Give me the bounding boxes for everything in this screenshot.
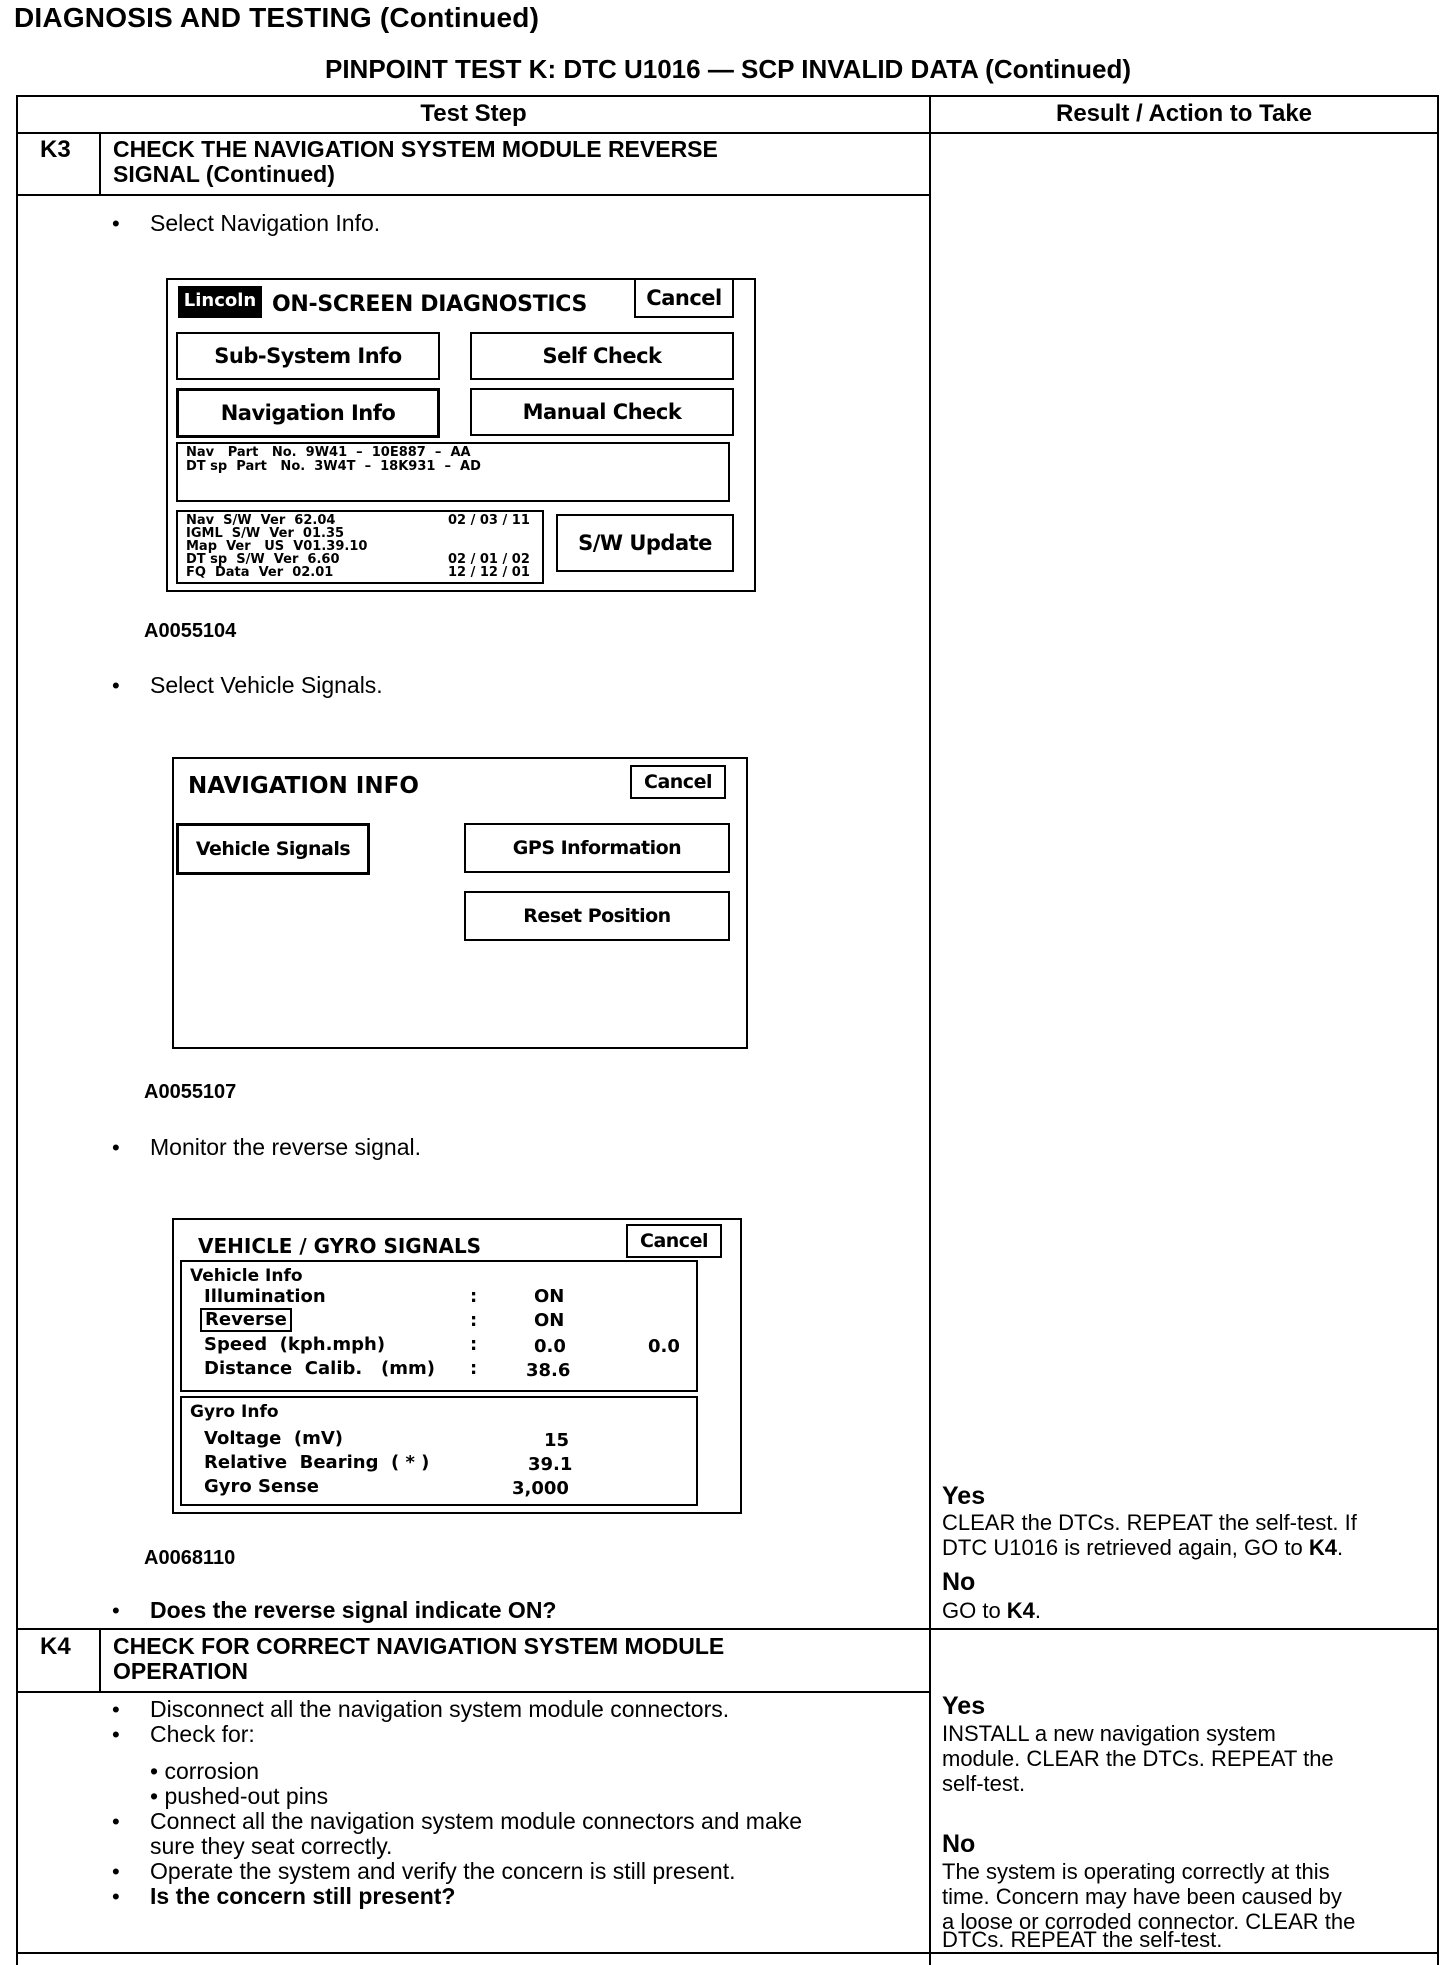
k3-yes-label: Yes xyxy=(942,1482,986,1510)
period: . xyxy=(1034,1598,1042,1623)
gyro-sense-value: 3,000 xyxy=(512,1478,569,1499)
sw-update-button[interactable]: S/W Update xyxy=(556,514,734,572)
k4-step-connect-line1: Connect all the navigation system module connectors and make xyxy=(150,1808,803,1834)
k3-no-label: No xyxy=(942,1568,976,1596)
step-id-k4: K4 xyxy=(40,1633,71,1660)
bullet: • xyxy=(112,1884,120,1909)
period: . xyxy=(1336,1535,1344,1560)
reset-position-button[interactable]: Reset Position xyxy=(464,891,730,941)
reverse-label: Reverse xyxy=(200,1308,292,1332)
navigation-info-button[interactable]: Navigation Info xyxy=(176,388,440,438)
step-id-k3: K3 xyxy=(40,136,71,163)
illumination-value: ON xyxy=(534,1286,565,1307)
lincoln-logo: Lincoln xyxy=(178,286,262,318)
k4-step-connect-line2: sure they seat correctly. xyxy=(150,1833,393,1859)
bullet: • xyxy=(112,673,120,698)
k4-check-corrosion: • corrosion xyxy=(150,1758,260,1784)
figure-navigation-info xyxy=(172,757,748,1049)
nav-sw-date: 02 / 03 / 11 xyxy=(448,513,530,528)
dtsp-sw-date: 02 / 01 / 02 xyxy=(448,552,530,567)
figure-id-2: A0055107 xyxy=(144,1081,237,1103)
k3-no-text: GO to xyxy=(942,1598,1007,1623)
vehicle-signals-button[interactable]: Vehicle Signals xyxy=(176,823,370,875)
bullet: • xyxy=(112,1697,120,1722)
bullet: • xyxy=(112,211,120,236)
reverse-value: ON xyxy=(534,1310,565,1331)
fq-data-version: FQ Data Ver 02.01 xyxy=(186,565,334,580)
relative-bearing-label: Relative Bearing ( * ) xyxy=(204,1452,430,1473)
manual-check-button[interactable]: Manual Check xyxy=(470,388,734,436)
question-reverse-signal: Does the reverse signal indicate ON? xyxy=(150,1597,557,1623)
k4-check-pushed-out-pins: • pushed-out pins xyxy=(150,1783,329,1809)
k3-yes-ref-k4[interactable]: K4 xyxy=(1308,1535,1337,1560)
distance-calib-value: 38.6 xyxy=(526,1360,571,1381)
step-title-k4-line1: CHECK FOR CORRECT NAVIGATION SYSTEM MODULE xyxy=(113,1633,725,1659)
cancel-button[interactable]: Cancel xyxy=(634,278,734,318)
k4-no-action-line3: a loose or corroded connector. CLEAR the xyxy=(942,1909,1356,1934)
colon: : xyxy=(470,1358,478,1379)
gps-information-button[interactable]: GPS Information xyxy=(464,823,730,873)
colon: : xyxy=(470,1286,478,1307)
bullet: • xyxy=(112,1809,120,1834)
part-number-panel xyxy=(176,442,730,502)
fq-data-date: 12 / 12 / 01 xyxy=(448,565,530,580)
k4-no-label: No xyxy=(942,1830,976,1858)
question-concern-present: Is the concern still present? xyxy=(150,1883,456,1909)
dtsp-sw-version: DT sp S/W Ver 6.60 xyxy=(186,552,340,567)
column-header-test-step: Test Step xyxy=(420,100,527,127)
figure-id-3: A0068110 xyxy=(144,1547,236,1569)
page-heading: DIAGNOSIS AND TESTING (Continued) xyxy=(14,2,540,33)
gyro-sense-label: Gyro Sense xyxy=(204,1476,319,1497)
k4-no-action-line2: time. Concern may have been caused by xyxy=(942,1884,1342,1909)
diagnostics-title: ON-SCREEN DIAGNOSTICS xyxy=(272,292,588,317)
k4-yes-label: Yes xyxy=(942,1692,986,1720)
k4-no-action-line1: The system is operating correctly at this xyxy=(942,1859,1330,1884)
gyro-info-panel xyxy=(180,1396,698,1506)
speed-value-2: 0.0 xyxy=(648,1336,680,1357)
vehicle-info-panel xyxy=(180,1260,698,1392)
k4-step-disconnect: Disconnect all the navigation system module connectors. xyxy=(150,1696,730,1722)
map-version: Map Ver US V01.39.10 xyxy=(186,539,368,554)
instruction-monitor-reverse-signal: Monitor the reverse signal. xyxy=(150,1134,422,1160)
dtsp-part-number: DT sp Part No. 3W4T – 18K931 – AD xyxy=(186,459,481,474)
step-title-k3-line2: SIGNAL (Continued) xyxy=(113,161,335,187)
colon: : xyxy=(470,1310,478,1331)
self-check-button[interactable]: Self Check xyxy=(470,332,734,380)
k3-no-ref-k4[interactable]: K4 xyxy=(1006,1598,1035,1623)
sub-system-info-button[interactable]: Sub-System Info xyxy=(176,332,440,380)
figure-vehicle-gyro-signals xyxy=(172,1218,742,1514)
navigation-info-title: NAVIGATION INFO xyxy=(188,773,419,799)
figure-onscreen-diagnostics xyxy=(166,278,756,592)
k3-yes-text: DTC U1016 is retrieved again, GO to xyxy=(942,1535,1309,1560)
k3-no-action xyxy=(942,1598,1041,1623)
k3-yes-action-line1: CLEAR the DTCs. REPEAT the self-test. If xyxy=(942,1510,1357,1535)
relative-bearing-value: 39.1 xyxy=(528,1454,573,1475)
column-header-result: Result / Action to Take xyxy=(1055,100,1313,127)
distance-calib-label: Distance Calib. (mm) xyxy=(204,1358,435,1379)
k4-yes-action-line2: module. CLEAR the DTCs. REPEAT the xyxy=(942,1746,1334,1771)
k4-step-check-for: Check for: xyxy=(150,1721,255,1747)
gyro-info-heading: Gyro Info xyxy=(190,1402,279,1422)
bullet: • xyxy=(112,1859,120,1884)
instruction-select-vehicle-signals: Select Vehicle Signals. xyxy=(150,672,383,698)
voltage-value: 15 xyxy=(544,1430,570,1451)
k4-yes-action-line3: self-test. xyxy=(942,1771,1026,1796)
bullet: • xyxy=(112,1598,120,1623)
k4-step-operate: Operate the system and verify the concern is still present. xyxy=(150,1858,736,1884)
colon: : xyxy=(470,1334,478,1355)
k4-no-action-line4: DTCs. REPEAT the self-test. xyxy=(942,1927,1223,1952)
instruction-select-navigation-info: Select Navigation Info. xyxy=(150,210,381,236)
pinpoint-test-title: PINPOINT TEST K: DTC U1016 — SCP INVALID DATA (Continued) xyxy=(324,54,1132,84)
step-title-k3-line1: CHECK THE NAVIGATION SYSTEM MODULE REVERSE xyxy=(113,136,718,162)
nav-part-number: Nav Part No. 9W41 – 10E887 – AA xyxy=(186,445,471,460)
nav-sw-version: Nav S/W Ver 62.04 xyxy=(186,513,336,528)
igml-sw-version: IGML S/W Ver 01.35 xyxy=(186,526,345,541)
voltage-label: Voltage (mV) xyxy=(204,1428,343,1449)
vehicle-gyro-title: VEHICLE / GYRO SIGNALS xyxy=(198,1234,482,1258)
k3-yes-action-line2 xyxy=(942,1535,1343,1560)
step-title-k4-line2: OPERATION xyxy=(113,1658,249,1684)
speed-value: 0.0 xyxy=(534,1336,566,1357)
figure-id-1: A0055104 xyxy=(144,620,237,642)
k4-yes-action-line1: INSTALL a new navigation system xyxy=(942,1721,1276,1746)
cancel-button[interactable]: Cancel xyxy=(626,1224,722,1258)
bullet: • xyxy=(112,1135,120,1160)
speed-label: Speed (kph.mph) xyxy=(204,1334,386,1355)
vehicle-info-heading: Vehicle Info xyxy=(190,1266,303,1286)
cancel-button[interactable]: Cancel xyxy=(630,765,726,799)
illumination-label: Illumination xyxy=(204,1286,326,1307)
version-panel xyxy=(176,510,544,584)
bullet: • xyxy=(112,1722,120,1747)
